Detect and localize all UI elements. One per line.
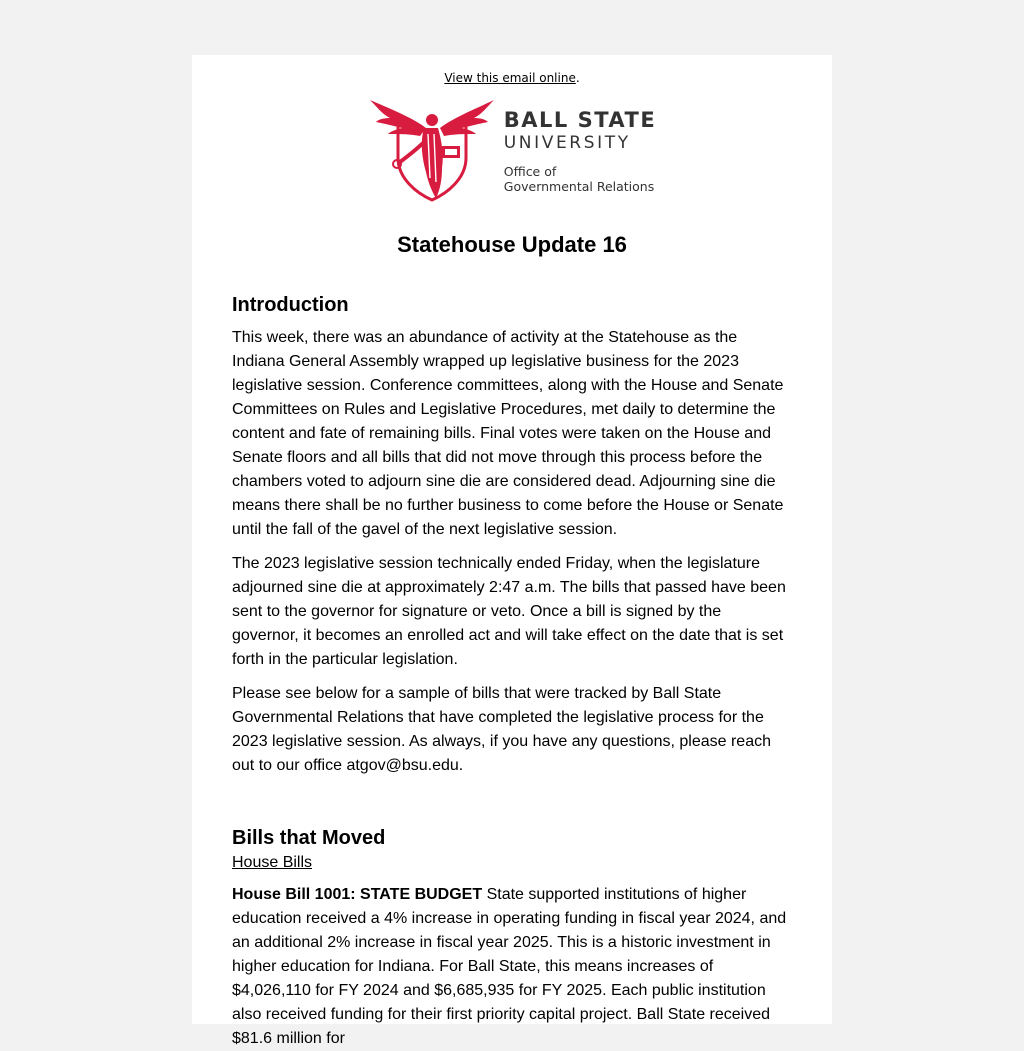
logo-line-university: UNIVERSITY: [503, 133, 631, 153]
bill-1001-name: House Bill 1001: STATE BUDGET: [232, 886, 483, 903]
ball-state-logo: [192, 95, 832, 207]
view-online-link[interactable]: View this email online: [444, 71, 576, 85]
introduction-paragraph-1: This week, there was an abundance of activity at the Statehouse as the Indiana General Assembly wrapped up legislative business for the 2023 legislative session. Conference committees, along with the House and Senate Committees on Rules and Legislative Procedures, met daily to determine the content and fate of remaining bills. Final votes were taken on the House and Senate floors and all bills that did not move through this process before the chambers voted to adjourn sine die are considered dead. Adjourning sine die means there shall be no further business to come before the House or Senate until the fall of the gavel of the next legislative session.: [232, 329, 784, 538]
introduction-paragraph-3-suffix: .: [458, 757, 464, 774]
logo-wordmark: [504, 108, 656, 194]
introduction-paragraph-3: [232, 682, 792, 778]
bill-1001-paragraph: [232, 883, 792, 1051]
introduction-heading: Introduction: [232, 294, 349, 316]
email-content: [192, 292, 832, 1051]
house-bills-subheading: House Bills: [232, 854, 313, 871]
logo-line-governmental-relations: Governmental Relations: [503, 179, 655, 194]
logo-line-office-of: Office of: [503, 164, 557, 179]
logo-line-ball-state: BALL STATE: [503, 108, 657, 132]
introduction-paragraph-2: The 2023 legislative session technically ended Friday, when the legislature adjourned sine die at approximately 2:47 a.m. The bills that passed have been sent to the governor for signature or veto. Once a bill is signed by the governor, it becomes an enrolled act and will take effect on the date that is set forth in the particular legislation.: [232, 555, 786, 668]
bills-heading: Bills that Moved: [232, 827, 386, 849]
cardinal-shield-icon: [368, 98, 498, 204]
introduction-paragraph-3-text: Please see below for a sample of bills that were tracked by Ball State Governmental Relations that have completed the legislative process for the 2023 legislative session. As always, if you have any questions, please reach out to our office at: [232, 685, 771, 774]
bill-1001-text: State supported institutions of higher education received a 4% increase in operating funding in fiscal year 2024, and an additional 2% increase in fiscal year 2025. This is a historic investment in higher education for Indiana. For Ball State, this means increases of $4,026,110 for FY 2024 and $6,685,935 for FY 2025. Each public institution also received funding for their first priority capital project. Ball State received $81.6 million for: [232, 886, 787, 1047]
view-online-suffix: .: [575, 71, 580, 85]
office-email-link[interactable]: gov@bsu.edu: [359, 757, 459, 774]
email-body: [192, 55, 832, 1047]
page-title: Statehouse Update 16: [397, 232, 627, 257]
view-online-line: [192, 71, 832, 85]
